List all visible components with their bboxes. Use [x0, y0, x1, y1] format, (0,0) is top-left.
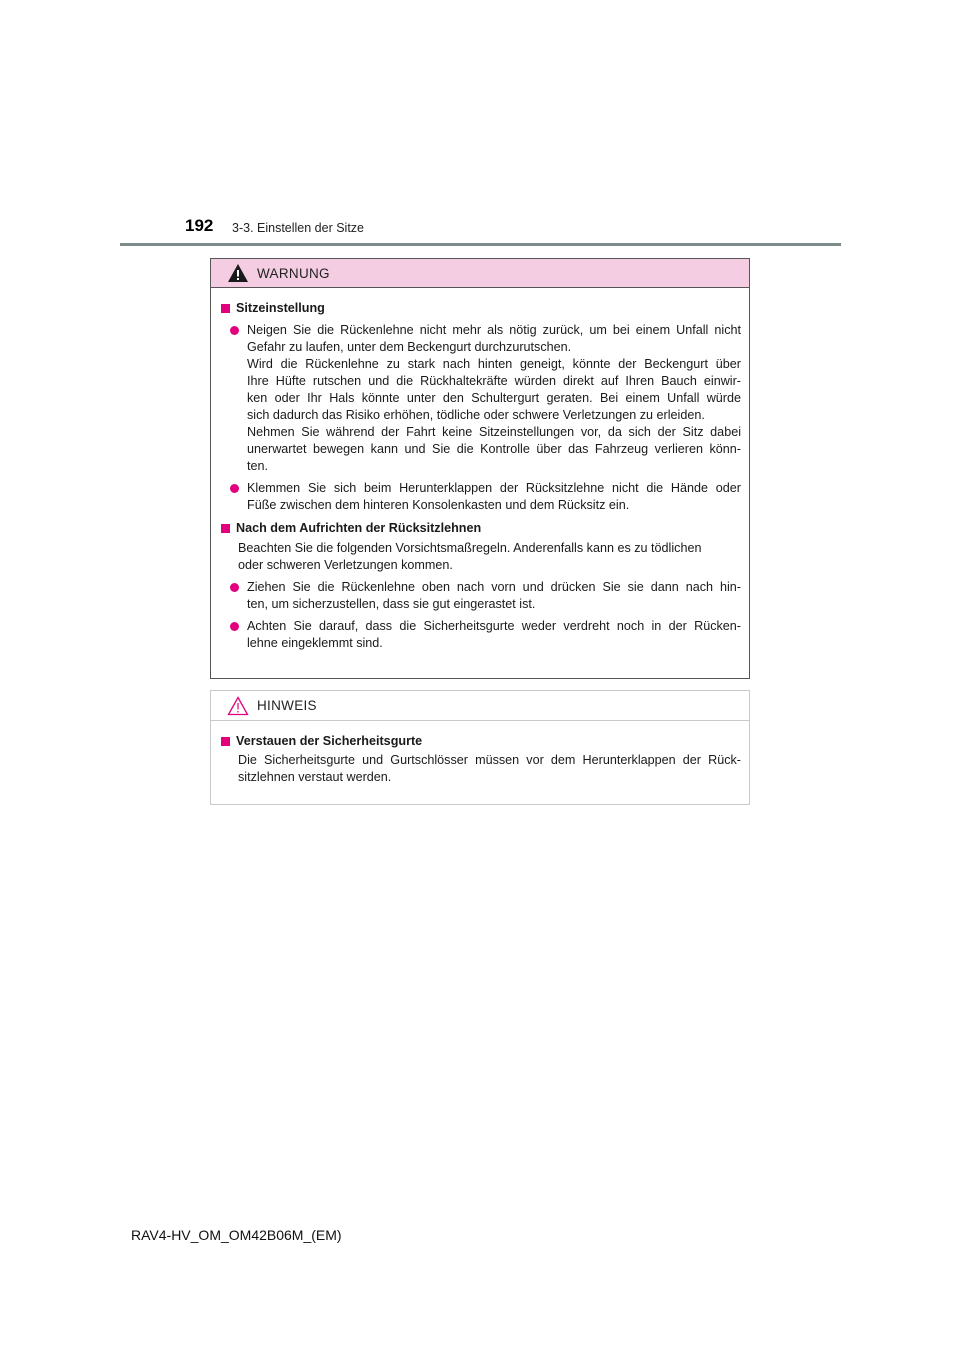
section-title: 3-3. Einstellen der Sitze — [232, 221, 365, 235]
notice-body — [211, 721, 749, 786]
warning-header — [211, 259, 749, 288]
warning-section-title: Nach dem Aufrichten der Rücksitzlehnen — [219, 520, 741, 537]
warning-box — [210, 258, 750, 679]
text-line: Klemmen Sie sich beim Herunterklappen der Rücksitzlehne nicht die Hände oder — [247, 481, 741, 495]
text-line: Neigen Sie die Rückenlehne nicht mehr als nötig zurück, um bei einem Unfall nicht — [247, 323, 741, 337]
list-item — [230, 579, 741, 613]
warning-body — [211, 288, 749, 652]
notice-title: HINWEIS — [257, 698, 317, 713]
text-line: Ziehen Sie die Rückenlehne oben nach vorn und drücken Sie sie dann nach hin- — [247, 580, 741, 594]
round-bullet-icon — [230, 484, 239, 493]
list-item — [230, 480, 741, 514]
text-line: ken oder Ihr Hals könnte unter den Schultergurt geraten. Bei einem Unfall würde — [247, 391, 741, 405]
round-bullet-icon — [230, 583, 239, 592]
list-item — [230, 618, 741, 652]
caution-triangle-icon — [227, 696, 249, 716]
warning-triangle-icon — [227, 263, 249, 283]
text-line: Achten Sie darauf, dass die Sicherheitsgurte weder verdreht noch in der Rücken- — [247, 619, 741, 633]
square-bullet-icon — [221, 524, 230, 533]
notice-section-title: Verstauen der Sicherheitsgurte — [219, 733, 741, 750]
text-line: ten, um sicherzustellen, dass sie gut eingerastet ist. — [247, 597, 536, 611]
text-line: ten. — [247, 459, 269, 473]
warning-section-title: Sitzeinstellung — [219, 300, 741, 317]
round-bullet-icon — [230, 622, 239, 631]
text-line: Wird die Rückenlehne zu stark nach hinten geneigt, könnte der Beckengurt über — [247, 357, 741, 371]
square-bullet-icon — [221, 737, 230, 746]
list-item — [230, 322, 741, 475]
notice-text — [238, 752, 741, 786]
text-line: Füße zwischen dem hinteren Konsolenkasten und dem Rücksitz ein. — [247, 498, 630, 512]
square-bullet-icon — [221, 304, 230, 313]
page-number: 192 — [185, 216, 214, 235]
document-code: RAV4-HV_OM_OM42B06M_(EM) — [131, 1227, 342, 1243]
notice-box — [210, 690, 750, 805]
text-line: sitzlehnen verstaut werden. — [238, 770, 392, 784]
text-line: Nehmen Sie während der Fahrt keine Sitzeinstellungen vor, da sich der Sitz dabei — [247, 425, 741, 439]
round-bullet-icon — [230, 326, 239, 335]
warning-title: WARNUNG — [257, 265, 330, 281]
notice-header — [211, 691, 749, 721]
text-line: Beachten Sie die folgenden Vorsichtsmaßregeln. Anderenfalls kann es zu tödlichen — [238, 541, 702, 555]
header-rule — [120, 243, 841, 246]
text-line: sich dadurch das Risiko erhöhen, tödliche oder schwere Verletzungen zu erleiden. — [247, 408, 705, 422]
warning-intro — [238, 540, 741, 574]
text-line: Ihre Hüfte rutschen und die Rückhaltekräfte würden direkt auf Ihren Bauch einwir- — [247, 374, 741, 388]
text-line: oder schweren Verletzungen kommen. — [238, 558, 453, 572]
text-line: lehne eingeklemmt sind. — [247, 636, 383, 650]
text-line: Die Sicherheitsgurte und Gurtschlösser müssen vor dem Herunterklappen der Rück- — [238, 753, 741, 767]
text-line: unerwartet bewegen kann und Sie die Kontrolle über das Fahrzeug verlieren könn- — [247, 442, 741, 456]
text-line: Gefahr zu laufen, unter dem Beckengurt durchzurutschen. — [247, 340, 572, 354]
